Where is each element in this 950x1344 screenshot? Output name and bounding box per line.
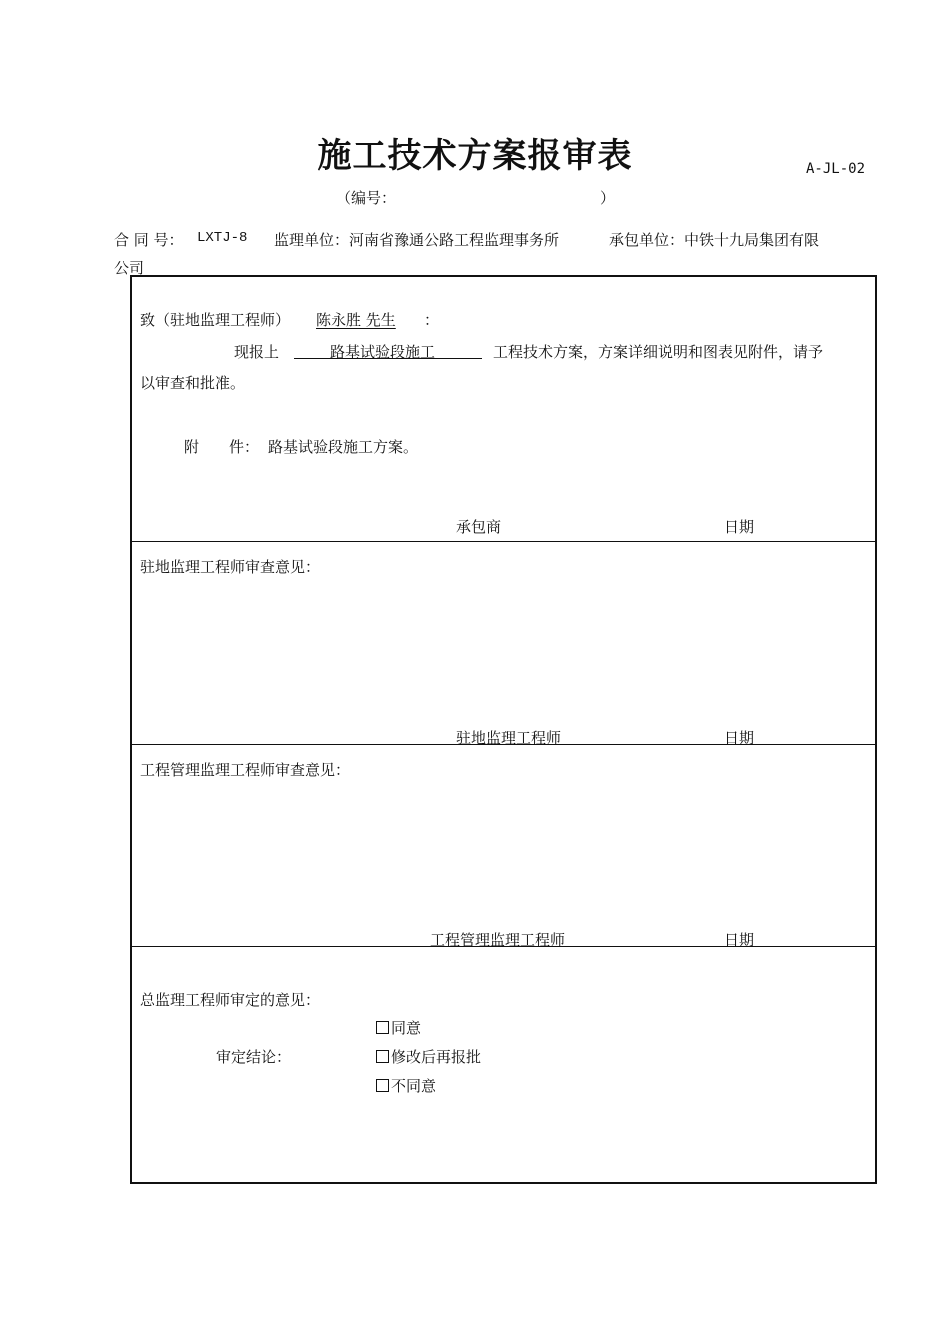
checkbox-icon[interactable] [376,1050,389,1063]
contractor-unit-continued: 公司 [114,259,145,277]
report-prefix: 现报上 [234,343,280,361]
report-suffix: 工程技术方案，方案详细说明和图表见附件，请予 [493,343,824,361]
checkbox-icon[interactable] [376,1079,389,1092]
option-revise-label: 修改后再报批 [391,1048,482,1066]
management-engineer-sign-label: 工程管理监理工程师 [430,931,566,949]
report-line2: 以审查和批准。 [140,374,246,392]
option-reject[interactable] [376,1075,436,1096]
project-name: 路基试验段施工 [330,343,436,361]
serial-label: （编号： [336,189,397,207]
contractor-label: 承包单位： [609,231,685,249]
contract-number: LXTJ-8 [197,230,248,246]
resident-engineer-opinion-label: 驻地监理工程师审查意见： [140,558,321,576]
contract-label: 合 同 号： [114,231,184,249]
section-divider [130,541,877,542]
option-reject-label: 不同意 [391,1077,437,1095]
addressee-colon: ： [424,311,440,329]
engineer-name: 陈永胜 先生 [316,311,396,329]
form-code: A-JL-02 [806,161,866,177]
contractor-unit: 中铁十九局集团有限 [684,231,820,249]
contractor-sign-label: 承包商 [456,518,502,536]
management-engineer-opinion-label: 工程管理监理工程师审查意见： [140,761,351,779]
form-title: 施工技术方案报审表 [317,136,633,176]
option-approve-label: 同意 [391,1019,422,1037]
supervisor-unit: 河南省豫通公路工程监理事务所 [349,231,560,249]
chief-engineer-opinion-label: 总监理工程师审定的意见： [140,991,321,1009]
supervisor-label: 监理单位： [274,231,350,249]
conclusion-label: 审定结论： [216,1048,292,1066]
serial-close: ） [600,189,616,207]
checkbox-icon[interactable] [376,1021,389,1034]
option-revise[interactable] [376,1046,481,1067]
addressee-label: 致（驻地监理工程师） [140,311,291,329]
option-approve[interactable] [376,1017,421,1038]
resident-engineer-sign-label: 驻地监理工程师 [456,729,562,747]
contractor-date-label: 日期 [724,518,755,536]
attachment-value: 路基试验段施工方案。 [268,438,419,456]
attachment-label: 附 件： [184,438,260,456]
management-engineer-date-label: 日期 [724,931,755,949]
resident-engineer-date-label: 日期 [724,729,755,747]
